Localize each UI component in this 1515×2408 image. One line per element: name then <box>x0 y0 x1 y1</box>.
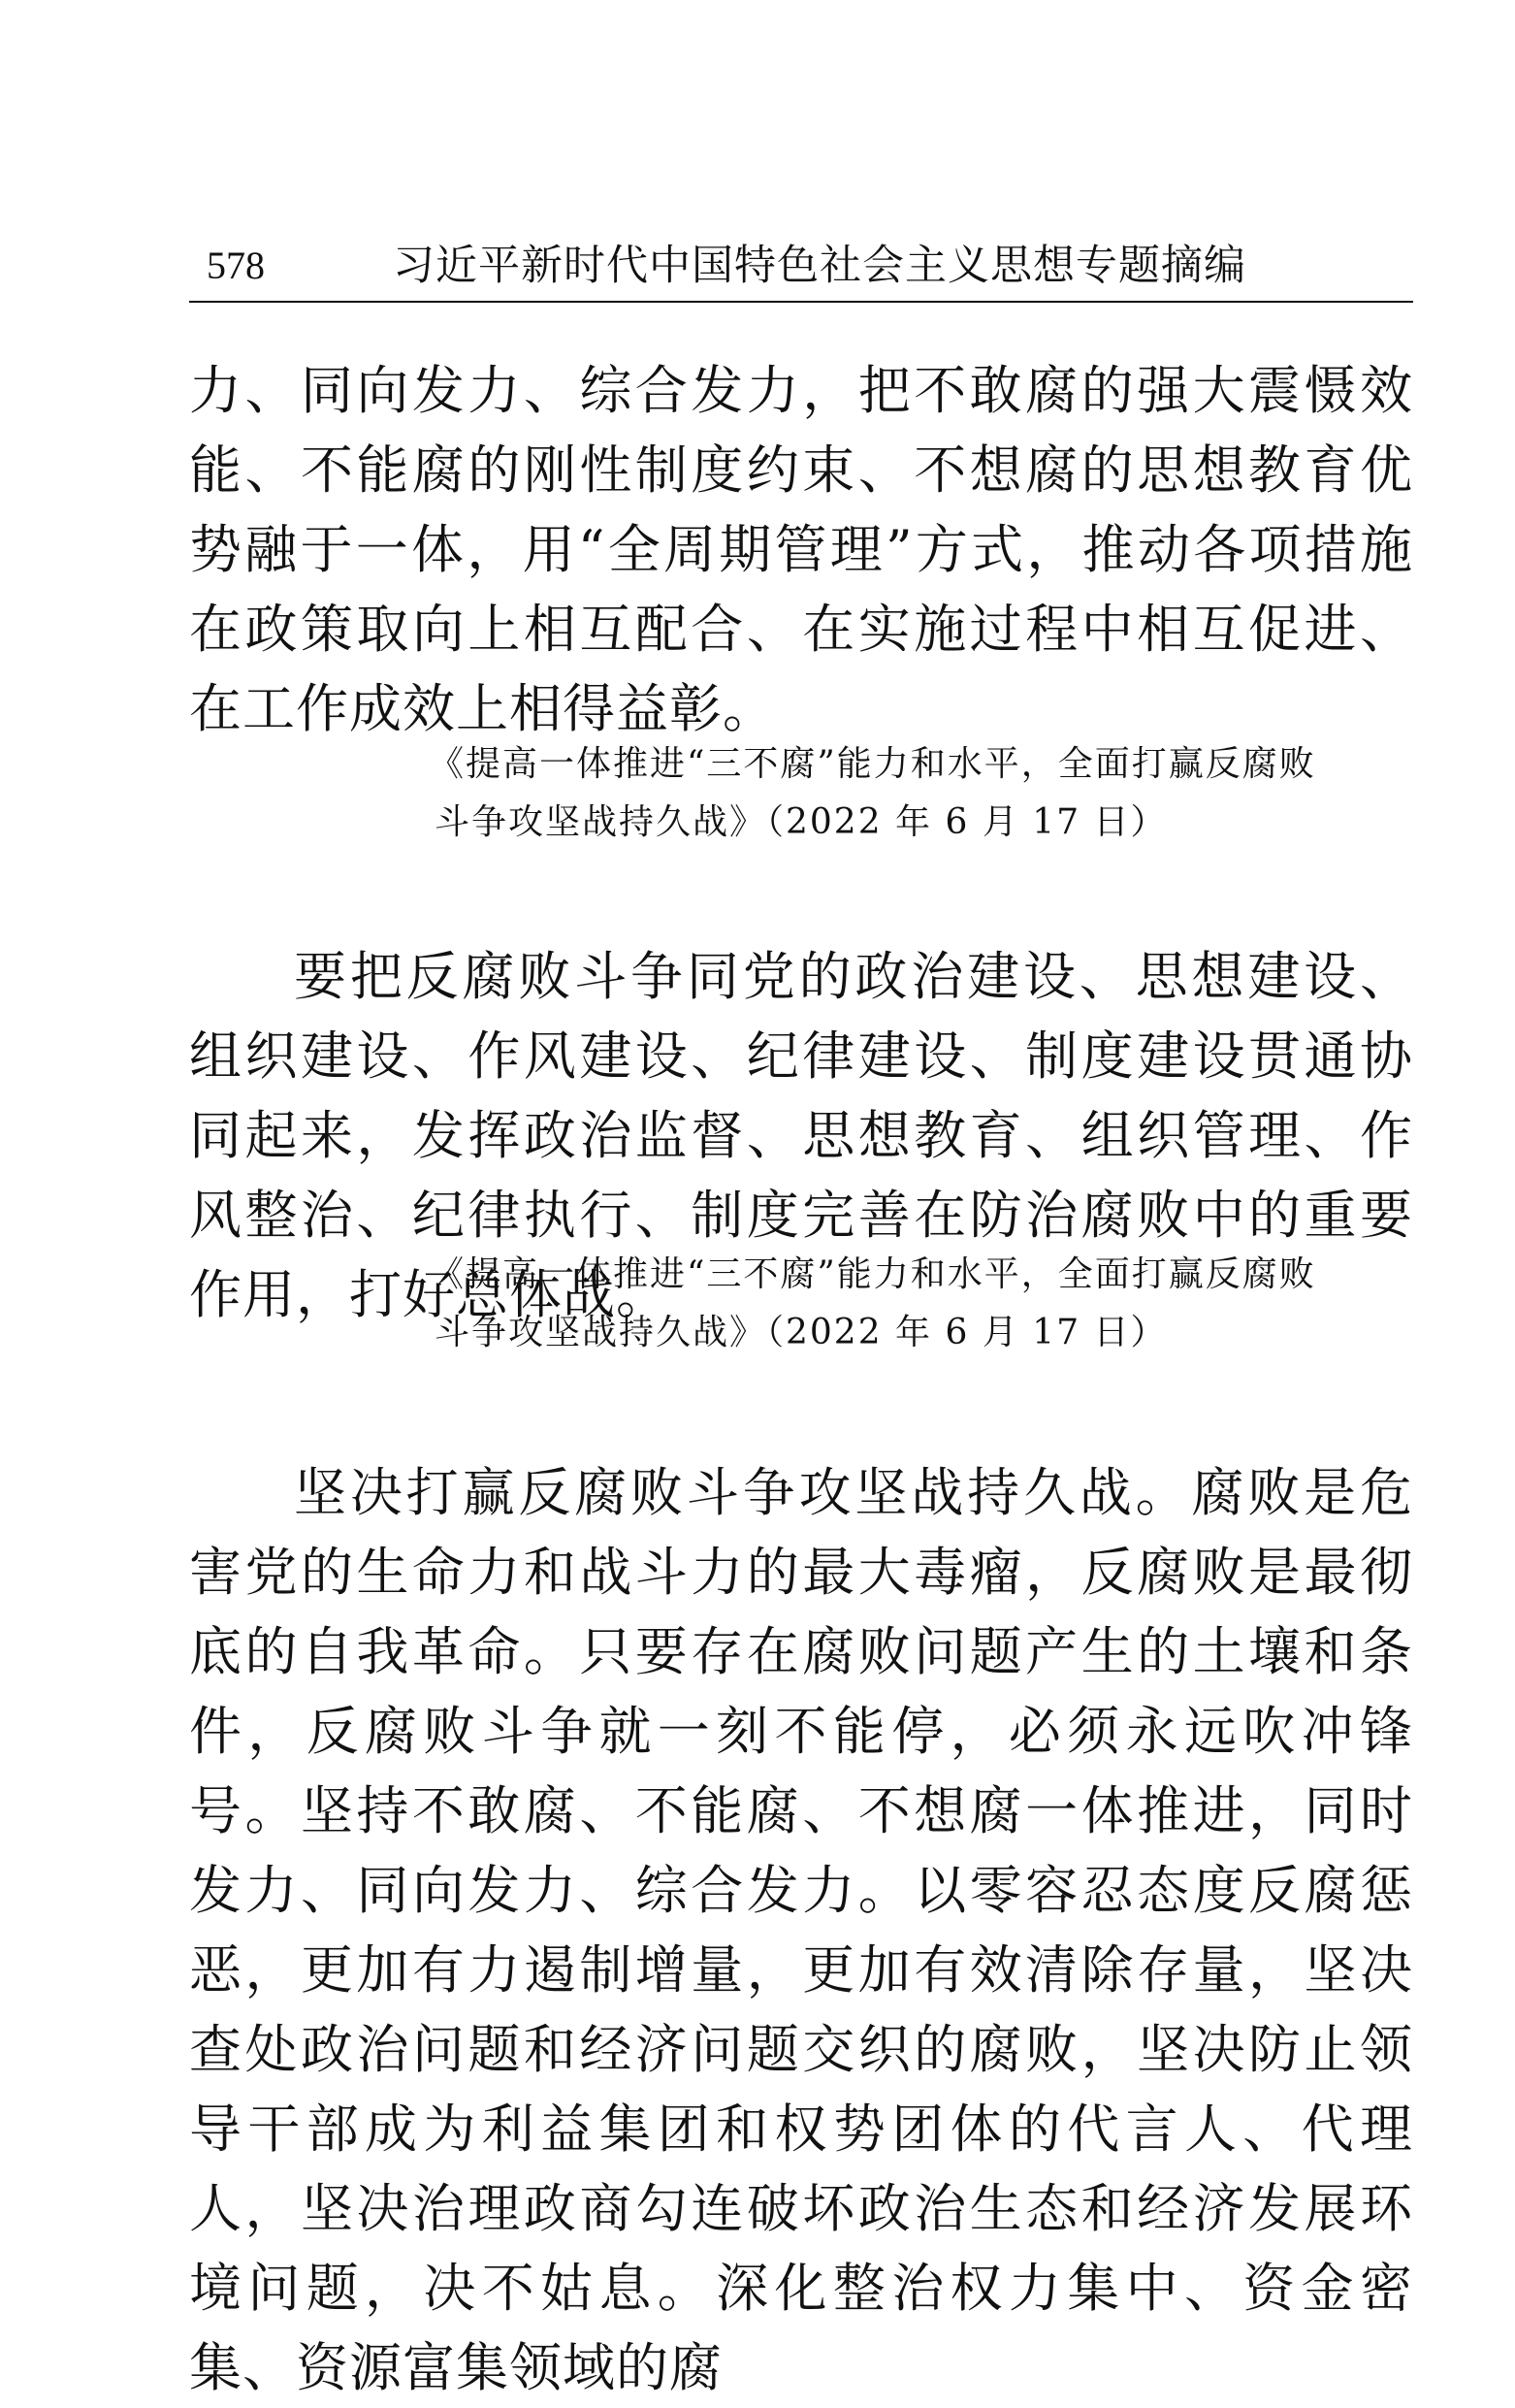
source-citation-1-line-1: 《提高一体推进“三不腐”能力和水平，全面打赢反腐败 <box>429 744 1316 784</box>
paragraph-2: 要把反腐败斗争同党的政治建设、思想建设、组织建设、作风建设、纪律建设、制度建设贯通协同起来，发挥政治监督、思想教育、组织管理、作风整治、纪律执行、制度完善在防治腐败中的重要作用，打好总体战。 <box>189 946 1413 1325</box>
running-title: 习近平新时代中国特色社会主义思想专题摘编 <box>393 242 1246 290</box>
source-citation-2-line-2: 斗争攻坚战持久战》（2022 年 6 月 17 日） <box>435 1313 1168 1352</box>
source-citation-1 <box>429 735 1413 852</box>
paragraph-3-container <box>189 1453 1413 2408</box>
header-rule <box>189 301 1413 303</box>
source-citation-2 <box>429 1246 1413 1362</box>
running-header <box>189 237 1411 299</box>
paragraph-1: 力、同向发力、综合发力，把不敢腐的强大震慑效能、不能腐的刚性制度约束、不想腐的思想教育优势融于一体，用“全周期管理”方式，推动各项措施在政策取向上相互配合、在实施过程中相互促进、在工作成效上相得益彰。 <box>189 360 1413 739</box>
source-citation-2-line-1: 《提高一体推进“三不腐”能力和水平，全面打赢反腐败 <box>429 1254 1316 1294</box>
paragraph-1-container <box>189 351 1413 749</box>
source-citation-1-line-2: 斗争攻坚战持久战》（2022 年 6 月 17 日） <box>435 802 1168 842</box>
paragraph-3: 坚决打赢反腐败斗争攻坚战持久战。腐败是危害党的生命力和战斗力的最大毒瘤，反腐败是最彻底的自我革命。只要存在腐败问题产生的土壤和条件，反腐败斗争就一刻不能停，必须永远吹冲锋号。坚持不敢腐、不能腐、不想腐一体推进，同时发力、同向发力、综合发力。以零容忍态度反腐惩恶，更加有力遏制增量，更加有效清除存量，坚决查处政治问题和经济问题交织的腐败，坚决防止领导干部成为利益集团和权势团体的代言人、代理人，坚决治理政商勾连破坏政治生态和经济发展环境问题，决不姑息。深化整治权力集中、资金密集、资源富集领域的腐 <box>189 1462 1413 2398</box>
page-number: 578 <box>207 244 265 287</box>
